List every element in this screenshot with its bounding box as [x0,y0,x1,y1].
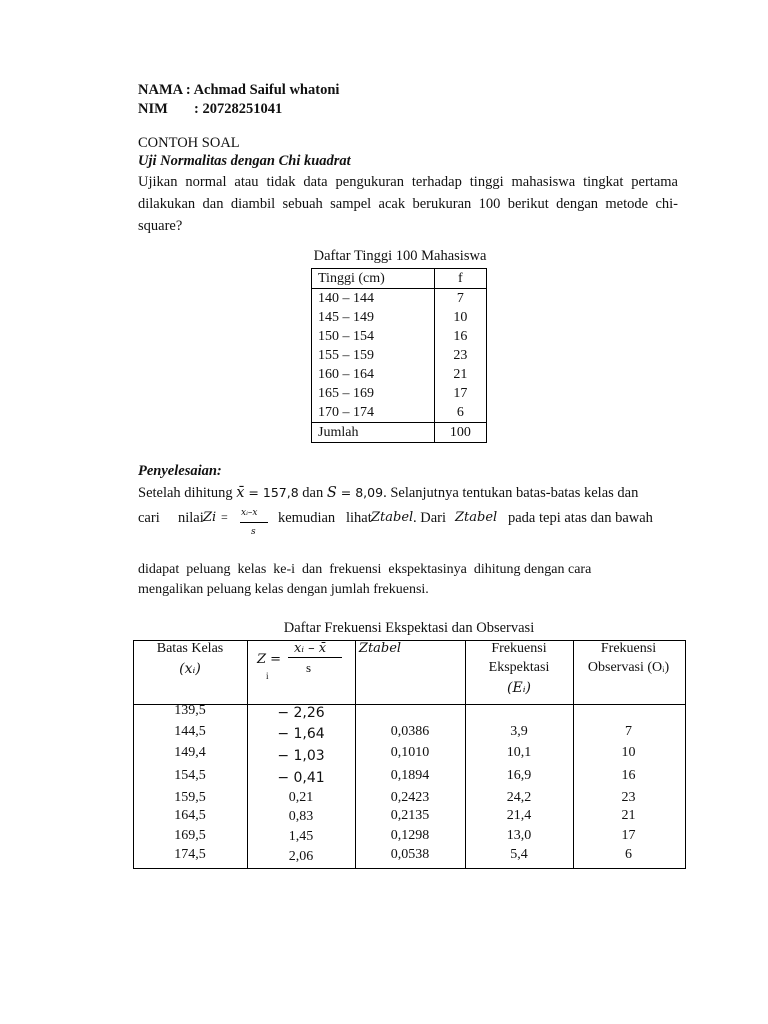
z-cell: − 2,26 [277,705,325,721]
table-cell: 160 – 164 [318,367,374,382]
mean-value: 157,8 [262,485,299,500]
equals: = [244,485,263,500]
section-title: CONTOH SOAL [138,135,240,151]
table1-caption: Daftar Tinggi 100 Mahasiswa [313,248,487,264]
table2-caption: Daftar Frekuensi Ekspektasi dan Observasi [283,620,535,636]
header-z-denominator: s [306,660,312,675]
height-table [311,268,487,443]
student-name: NAMA : Achmad Saiful whatoni [138,82,340,98]
sd-symbol: S [326,485,337,501]
z-cell: 0,83 [288,809,314,824]
table-total-row [312,423,487,443]
ekspektasi-cell: 3,9 [510,724,528,739]
mean-symbol: x̄ [236,485,245,501]
batas-cell: 169,5 [174,828,206,843]
header-observasi: Frekuensi [600,641,657,656]
ztabel-cell: 0,0538 [390,847,430,862]
ekspektasi-cell: 24,2 [506,790,532,805]
table-row [312,403,487,423]
ztabel-cell: 0,0386 [390,724,430,739]
table-cell: 17 [434,384,486,403]
ztabel-symbol: Ztabel [455,510,498,525]
table-row [312,308,487,327]
table-cell: 155 – 159 [318,348,374,363]
ekspektasi-cell: 13,0 [506,828,532,843]
z-cell: − 1,03 [277,748,325,764]
question-line-1: Ujikan normal atau tidak data pengukuran terhadap tinggi mahasiswa tingkat pertama [138,174,678,190]
table-row [312,327,487,346]
observasi-cell: 21 [621,808,636,823]
table-cell: 165 – 169 [318,386,374,401]
total-value: 100 [434,423,486,443]
table-row [312,365,487,384]
observasi-cell: 17 [621,828,636,843]
total-label: Jumlah [312,423,435,443]
z-cell: 0,21 [288,790,314,805]
header-cell: f [434,269,486,289]
batas-cell: 164,5 [174,808,206,823]
table-cell: 150 – 154 [318,329,374,344]
word-nilai: nilai [178,510,204,526]
question-line-2: dilakukan dan diambil sebuah sampel acak berukuran 100 berikut dengan metode chi- [138,196,678,212]
table-cell: 170 – 174 [318,405,374,420]
batas-cell: 174,5 [174,847,206,862]
ztabel-cell: 0,2423 [390,790,430,805]
fraction-bar [240,522,268,523]
z-cell: 1,45 [288,829,314,844]
header-batas-kelas: Batas Kelas [156,641,224,656]
fraction-bar [288,657,342,658]
question-line-3: square? [138,218,183,234]
word-pada-tepi: pada tepi atas dan bawah [508,510,653,526]
table-cell: 145 – 149 [318,310,374,325]
equals: = [221,510,228,524]
word-lihat: lihat [346,510,372,526]
word-cari: cari [138,510,160,526]
header-z-subscript: i [266,671,269,681]
header-ekspektasi: Ekspektasi [488,660,550,675]
observasi-cell: 7 [625,724,632,739]
solution-line-4: mengalikan peluang kelas dengan jumlah frekuensi. [138,582,429,597]
word-dari: . Dari [413,510,447,526]
ekspektasi-cell: 21,4 [506,808,532,823]
z-cell: 2,06 [288,849,314,864]
header-cell: Tinggi (cm) [312,269,435,289]
z-cell: − 1,64 [277,726,325,742]
header-z: Z = [257,652,282,667]
solution-title: Penyelesaian: [138,463,222,479]
table-cell: 21 [434,365,486,384]
ekspektasi-cell: 10,1 [506,745,532,760]
observasi-cell: 10 [621,745,636,760]
nim-value: : 20728251041 [194,101,283,117]
table-cell: 10 [434,308,486,327]
header-observasi: Observasi (Oᵢ) [587,660,670,675]
header-ztabel: Ztabel [358,641,402,656]
ztabel-symbol: Ztabel [371,510,414,525]
table-cell: 7 [434,289,486,309]
table-cell: 16 [434,327,486,346]
table-row [312,289,487,309]
solution-text: Setelah dihitung [138,485,237,501]
ztabel-cell: 0,1894 [390,768,430,783]
observasi-cell: 6 [625,847,632,862]
table-cell: 6 [434,403,486,423]
sd-value: 8,09 [355,485,384,500]
ztabel-cell: 0,1298 [390,828,430,843]
solution-line-3: didapat peluang kelas ke-i dan frekuensi ekspektasinya dihitung dengan cara [138,562,592,577]
header-ekspektasi-symbol: (Eᵢ) [507,680,531,696]
section-subtitle: Uji Normalitas dengan Chi kuadrat [138,153,351,169]
table-header-row [312,269,487,289]
solution-text: . Selanjutnya tentukan batas-batas kelas dan [383,485,639,501]
fraction-denominator: s [251,527,256,537]
solution-text: dan [298,485,327,501]
batas-cell: 159,5 [174,790,206,805]
table-row [312,346,487,365]
batas-cell: 144,5 [174,724,206,739]
header-batas-symbol: (xᵢ) [179,661,201,677]
nim-label: NIM [138,101,168,117]
ekspektasi-cell: 16,9 [506,768,532,783]
header-ekspektasi: Frekuensi [491,641,547,656]
observasi-cell: 23 [621,790,636,805]
zi-symbol: Zi [203,510,217,525]
table-cell: 140 – 144 [318,291,374,306]
ekspektasi-cell: 5,4 [510,847,528,862]
table-row [312,384,487,403]
batas-cell: 149,4 [174,745,206,760]
fraction-numerator: xᵢ–x [241,508,258,518]
batas-cell: 139,5 [174,703,206,718]
ztabel-cell: 0,1010 [390,745,430,760]
table-cell: 23 [434,346,486,365]
z-cell: − 0,41 [277,770,325,786]
header-z-numerator: xᵢ – x̄ [294,641,327,656]
ztabel-cell: 0,2135 [390,808,430,823]
equals: = [336,485,356,500]
word-kemudian: kemudian [278,510,336,526]
observasi-cell: 16 [621,768,636,783]
batas-cell: 154,5 [174,768,206,783]
solution-line-1 [138,485,638,502]
